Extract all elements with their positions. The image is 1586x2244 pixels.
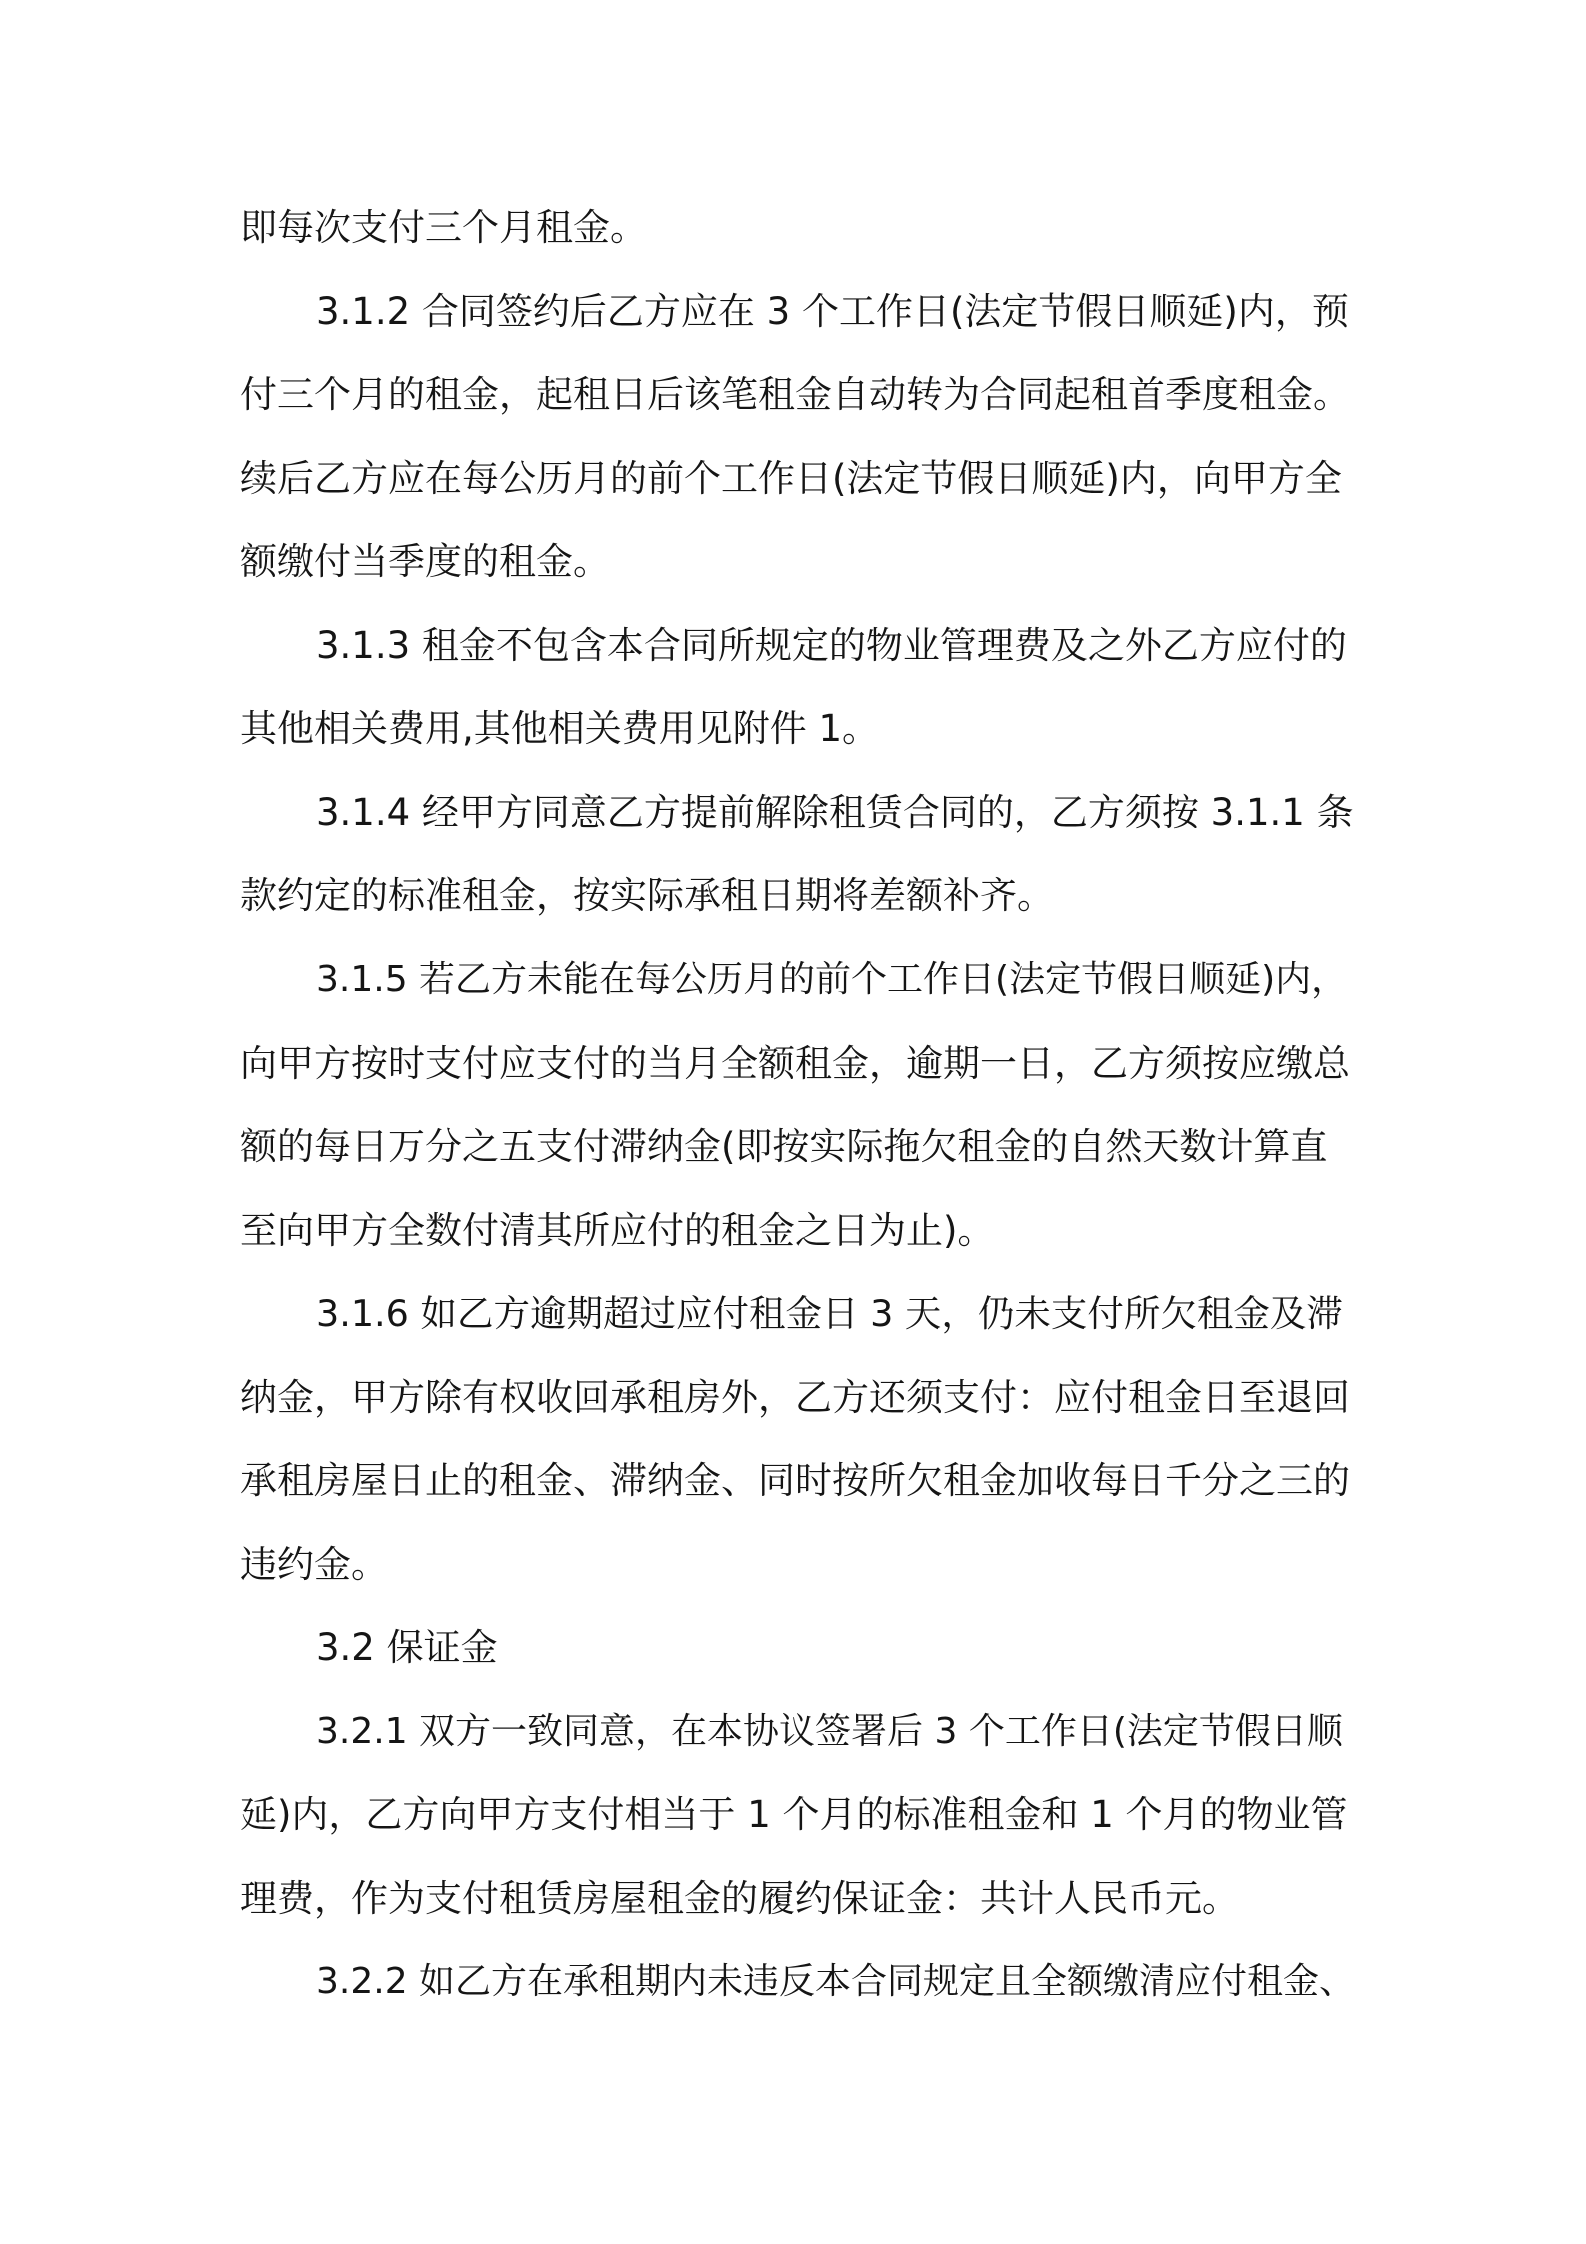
text-line: 续后乙方应在每公历月的前个工作日(法定节假日顺延)内，向甲方全 xyxy=(240,457,1342,500)
clause-3-1-6-line: 3.1.6 如乙方逾期超过应付租金日 3 天，仍未支付所欠租金及滞 xyxy=(316,1292,1343,1335)
text-line: 款约定的标准租金，按实际承租日期将差额补齐。 xyxy=(240,874,1054,917)
text-line: 纳金，甲方除有权收回承租房外，乙方还须支付：应付租金日至退回 xyxy=(240,1376,1350,1419)
clause-3-2-2-line: 3.2.2 如乙方在承租期内未违反本合同规定且全额缴清应付租金、 xyxy=(316,1961,1356,2002)
text-line: 延)内，乙方向甲方支付相当于 1 个月的标准租金和 1 个月的物业管 xyxy=(240,1793,1348,1836)
text-line: 至向甲方全数付清其所应付的租金之日为止)。 xyxy=(240,1209,995,1252)
clause-3-1-4-line: 3.1.4 经甲方同意乙方提前解除租赁合同的，乙方须按 3.1.1 条 xyxy=(316,791,1354,834)
text-line: 额的每日万分之五支付滞纳金(即按实际拖欠租金的自然天数计算直 xyxy=(240,1125,1328,1168)
clause-3-1-2-line: 3.1.2 合同签约后乙方应在 3 个工作日(法定节假日顺延)内，预 xyxy=(316,290,1349,333)
text-line: 违约金。 xyxy=(240,1543,388,1586)
clause-3-1-3-line: 3.1.3 租金不包含本合同所规定的物业管理费及之外乙方应付的 xyxy=(316,624,1347,667)
section-3-2-heading: 3.2 保证金 xyxy=(316,1626,498,1669)
text-line: 承租房屋日止的租金、滞纳金、同时按所欠租金加收每日千分之三的 xyxy=(240,1459,1350,1502)
text-line: 向甲方按时支付应支付的当月全额租金，逾期一日，乙方须按应缴总 xyxy=(240,1042,1350,1085)
clause-3-1-5-line: 3.1.5 若乙方未能在每公历月的前个工作日(法定节假日顺延)内， xyxy=(316,959,1348,1000)
clause-3-2-1-line: 3.2.1 双方一致同意，在本协议签署后 3 个工作日(法定节假日顺 xyxy=(316,1711,1343,1752)
text-line: 额缴付当季度的租金。 xyxy=(240,540,610,583)
text-line: 理费，作为支付租赁房屋租金的履约保证金：共计人民币元。 xyxy=(240,1877,1239,1920)
text-line: 即每次支付三个月租金。 xyxy=(240,206,647,249)
text-line: 付三个月的租金，起租日后该笔租金自动转为合同起租首季度租金。 xyxy=(240,373,1350,416)
text-line: 其他相关费用,其他相关费用见附件 1。 xyxy=(240,707,880,750)
